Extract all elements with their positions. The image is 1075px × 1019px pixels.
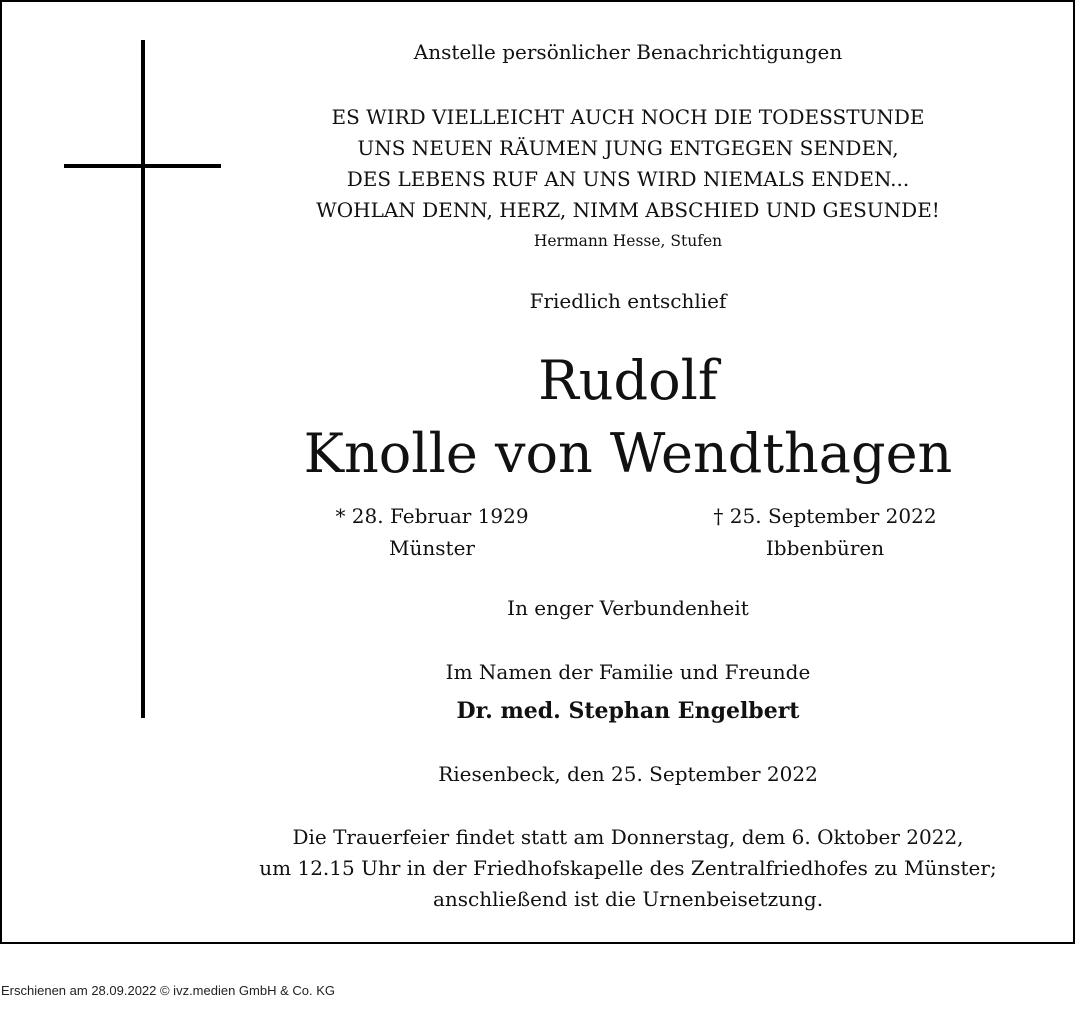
cross-vertical-bar xyxy=(141,40,145,718)
death-info xyxy=(675,500,975,564)
intro-text: Anstelle persönlicher Benachrichtigungen xyxy=(413,40,843,64)
poem-line: UNS NEUEN RÄUMEN JUNG ENTGEGEN SENDEN, xyxy=(357,136,899,160)
poem-line: WOHLAN DENN, HERZ, NIMM ABSCHIED UND GESUNDE! xyxy=(316,198,940,222)
death-announcement-lead: Friedlich entschlief xyxy=(529,289,727,313)
publication-footer: Erschienen am 28.09.2022 © ivz.medien GmbH & Co. KG xyxy=(1,983,336,998)
cross-horizontal-bar xyxy=(64,164,221,168)
death-date: † 25. September 2022 xyxy=(713,504,937,528)
service-line: um 12.15 Uhr in der Friedhofskapelle des Zentralfriedhofes zu Münster; xyxy=(259,856,997,880)
deceased-first-name: Rudolf xyxy=(538,349,718,412)
poem-attribution: Hermann Hesse, Stufen xyxy=(533,232,723,250)
deceased-last-name: Knolle von Wendthagen xyxy=(303,422,953,485)
signer-name: Dr. med. Stephan Engelbert xyxy=(456,698,800,724)
place-date: Riesenbeck, den 25. September 2022 xyxy=(438,762,818,786)
service-line: anschließend ist die Urnenbeisetzung. xyxy=(432,887,824,911)
poem-line: ES WIRD VIELLEICHT AUCH NOCH DIE TODESSTUNDE xyxy=(331,105,925,129)
mourning-phrase: In enger Verbundenheit xyxy=(507,596,749,620)
birth-place: Münster xyxy=(389,536,475,560)
poem-line: DES LEBENS RUF AN UNS WIRD NIEMALS ENDEN... xyxy=(346,167,910,191)
birth-date: * 28. Februar 1929 xyxy=(335,504,529,528)
birth-info xyxy=(282,500,582,564)
death-place: Ibbenbüren xyxy=(765,536,885,560)
family-mention: Im Namen der Familie und Freunde xyxy=(445,660,811,684)
service-line: Die Trauerfeier findet statt am Donnerstag, dem 6. Oktober 2022, xyxy=(292,825,964,849)
